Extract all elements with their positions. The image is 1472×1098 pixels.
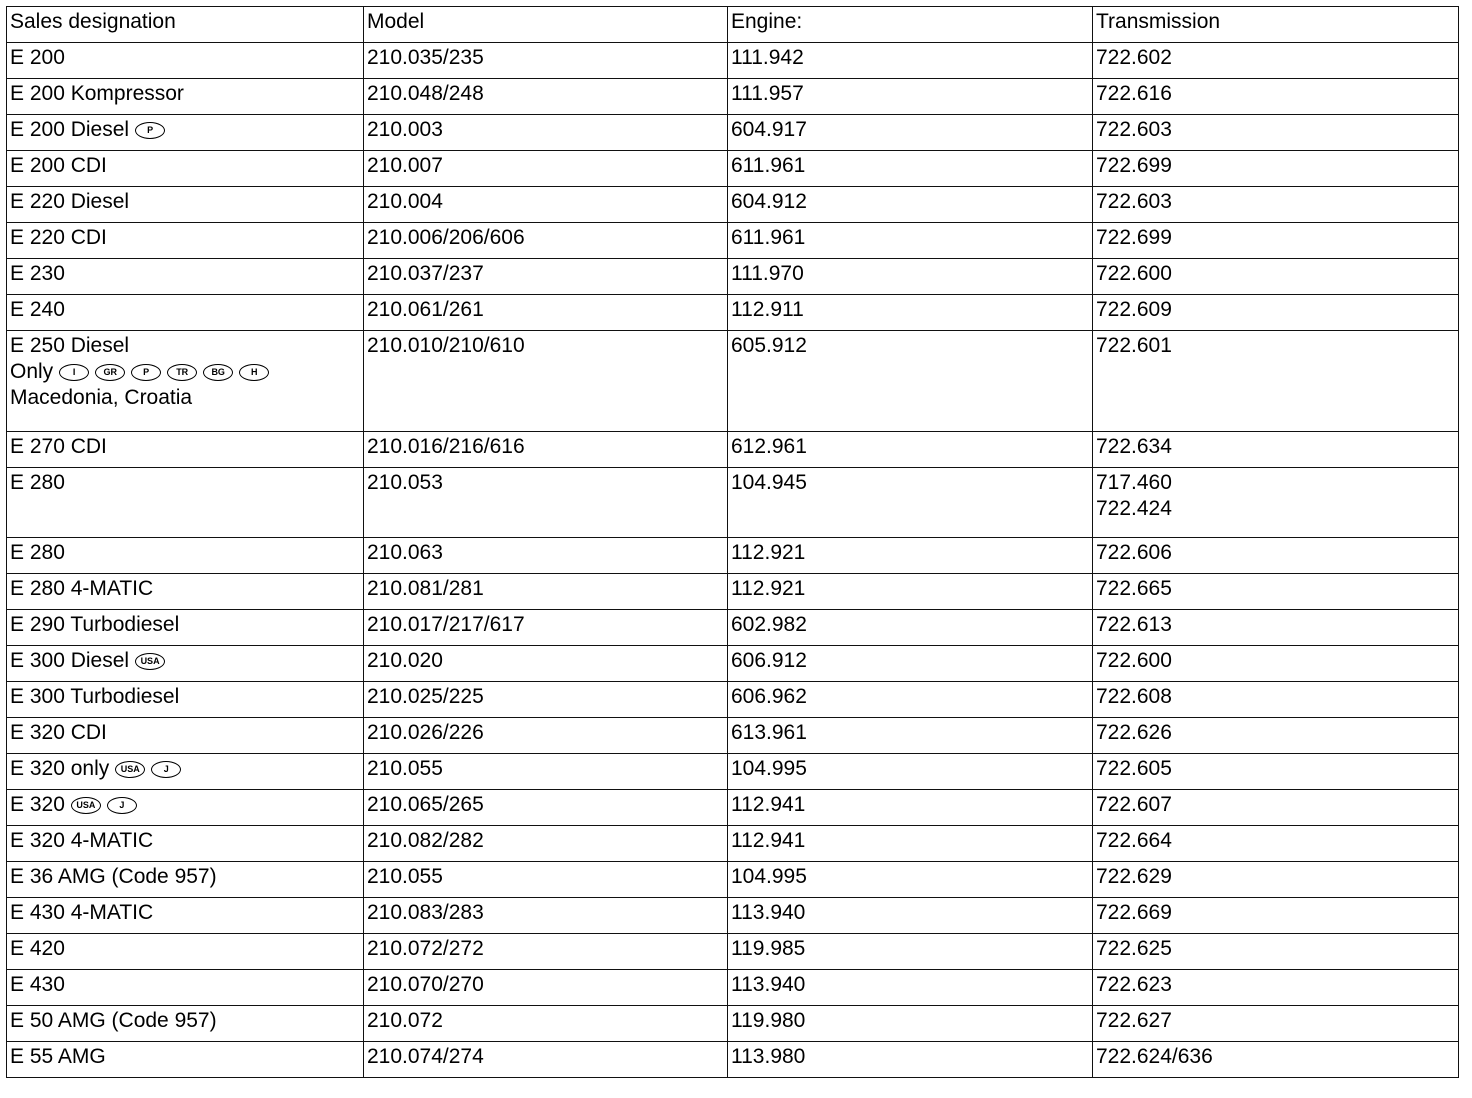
sales-designation-text [10,81,360,107]
model-cell: 210.061/261 [364,295,728,331]
table-row [7,934,1459,970]
table-row [7,295,1459,331]
sales-designation-cell [7,1006,364,1042]
header-engine: Engine: [728,7,1093,43]
transmission-value: 722.600 [1096,262,1172,285]
transmission-value: 722.699 [1096,226,1172,249]
designation-label: E 320 [10,793,65,816]
designation-label: E 420 [10,937,65,960]
transmission-cell [1093,898,1459,934]
designation-label: E 280 4-MATIC [10,577,154,600]
table-row [7,862,1459,898]
model-designation-table [6,6,1459,1078]
table-row [7,432,1459,468]
sales-designation-cell [7,187,364,223]
model-cell: 210.020 [364,646,728,682]
transmission-cell [1093,115,1459,151]
engine-cell: 104.945 [728,468,1093,538]
sales-designation-text [10,261,360,287]
header-model: Model [364,7,728,43]
model-cell: 210.055 [364,862,728,898]
model-cell: 210.007 [364,151,728,187]
sales-designation-cell [7,934,364,970]
engine-cell: 613.961 [728,718,1093,754]
table-row [7,1042,1459,1078]
sales-designation-text [10,864,360,890]
transmission-cell [1093,259,1459,295]
sales-designation-cell [7,610,364,646]
country-code-badge: H [239,364,269,381]
table-row [7,259,1459,295]
transmission-cell [1093,934,1459,970]
table-row [7,646,1459,682]
engine-cell: 112.921 [728,574,1093,610]
transmission-cell [1093,151,1459,187]
engine-cell: 111.942 [728,43,1093,79]
sales-designation-text [10,470,360,496]
country-code-badge: USA [135,653,165,670]
table-row [7,223,1459,259]
sales-designation-cell [7,862,364,898]
engine-cell: 104.995 [728,862,1093,898]
engine-cell: 112.921 [728,538,1093,574]
sales-designation-text [10,936,360,962]
transmission-value: 722.634 [1096,435,1172,458]
model-cell: 210.017/217/617 [364,610,728,646]
transmission-value: 722.603 [1096,118,1172,141]
sales-designation-cell [7,295,364,331]
table-row [7,826,1459,862]
model-cell: 210.048/248 [364,79,728,115]
transmission-cell [1093,646,1459,682]
sales-designation-cell [7,898,364,934]
transmission-cell [1093,718,1459,754]
sales-designation-text [10,540,360,566]
engine-cell: 111.957 [728,79,1093,115]
transmission-value: 722.665 [1096,577,1172,600]
transmission-cell [1093,826,1459,862]
sales-designation-text [10,972,360,998]
transmission-cell [1093,432,1459,468]
sales-designation-text [10,900,360,926]
designation-label: E 430 [10,973,65,996]
table-row [7,790,1459,826]
header-sales-designation: Sales designation [7,7,364,43]
model-cell: 210.006/206/606 [364,223,728,259]
model-cell: 210.035/235 [364,43,728,79]
transmission-cell [1093,682,1459,718]
designation-label: E 220 CDI [10,226,107,249]
sales-designation-cell [7,790,364,826]
transmission-value: 722.625 [1096,937,1172,960]
transmission-value: 722.609 [1096,298,1172,321]
model-cell: 210.083/283 [364,898,728,934]
table-row [7,898,1459,934]
country-code-badge: J [107,797,137,814]
table-row [7,43,1459,79]
designation-label: E 300 Diesel [10,649,130,672]
sales-designation-text [10,434,360,460]
table-row [7,115,1459,151]
model-cell: 210.016/216/616 [364,432,728,468]
model-cell: 210.010/210/610 [364,331,728,432]
table-row [7,970,1459,1006]
designation-label: E 250 Diesel [10,334,130,357]
designation-label: E 430 4-MATIC [10,901,154,924]
transmission-cell [1093,187,1459,223]
transmission-value: 717.460 [1096,471,1172,494]
sales-designation-text [10,792,360,818]
table-row [7,610,1459,646]
table-row [7,1006,1459,1042]
sales-designation-cell [7,682,364,718]
model-cell: 210.053 [364,468,728,538]
transmission-value: 722.624/636 [1096,1045,1213,1068]
model-cell: 210.065/265 [364,790,728,826]
sales-designation-text [10,117,360,143]
engine-cell: 606.962 [728,682,1093,718]
model-cell: 210.004 [364,187,728,223]
transmission-value: 722.607 [1096,793,1172,816]
model-cell: 210.082/282 [364,826,728,862]
designation-label: Macedonia, Croatia [10,386,193,409]
designation-label: E 270 CDI [10,435,107,458]
sales-designation-text [10,648,360,674]
sales-designation-text [10,684,360,710]
country-code-badge: TR [167,364,197,381]
model-cell: 210.072/272 [364,934,728,970]
model-cell: 210.072 [364,1006,728,1042]
transmission-value: 722.664 [1096,829,1172,852]
country-code-badge: GR [95,364,125,381]
sales-designation-cell [7,538,364,574]
sales-designation-text [10,153,360,179]
sales-designation-text [10,576,360,602]
transmission-value: 722.601 [1096,334,1172,357]
transmission-cell [1093,79,1459,115]
country-code-badge: P [135,122,165,139]
table-row [7,151,1459,187]
transmission-value: 722.424 [1096,497,1172,520]
model-cell: 210.037/237 [364,259,728,295]
transmission-value: 722.606 [1096,541,1172,564]
sales-designation-cell [7,574,364,610]
sales-designation-cell [7,331,364,432]
transmission-value: 722.603 [1096,190,1172,213]
sales-designation-text [10,297,360,323]
sales-designation-text [10,1008,360,1034]
transmission-value: 722.626 [1096,721,1172,744]
transmission-value: 722.600 [1096,649,1172,672]
designation-label: E 50 AMG (Code 957) [10,1009,217,1032]
engine-cell: 611.961 [728,223,1093,259]
sales-designation-cell [7,151,364,187]
transmission-cell [1093,610,1459,646]
engine-cell: 605.912 [728,331,1093,432]
engine-cell: 113.940 [728,898,1093,934]
transmission-cell [1093,223,1459,259]
designation-label: E 240 [10,298,65,321]
model-cell: 210.070/270 [364,970,728,1006]
sales-designation-cell [7,259,364,295]
transmission-cell [1093,862,1459,898]
designation-label: E 280 [10,471,65,494]
sales-designation-text [10,1044,360,1070]
sales-designation-cell [7,826,364,862]
model-cell: 210.081/281 [364,574,728,610]
model-cell: 210.063 [364,538,728,574]
engine-cell: 119.985 [728,934,1093,970]
country-code-badge: J [151,761,181,778]
country-code-badge: USA [71,797,101,814]
transmission-cell [1093,754,1459,790]
engine-cell: 113.940 [728,970,1093,1006]
transmission-value: 722.669 [1096,901,1172,924]
transmission-value: 722.616 [1096,82,1172,105]
model-cell: 210.026/226 [364,718,728,754]
designation-label: E 55 AMG [10,1045,106,1068]
transmission-cell [1093,43,1459,79]
header-row [7,7,1459,43]
designation-label: E 320 4-MATIC [10,829,154,852]
country-code-badge: USA [115,761,145,778]
engine-cell: 111.970 [728,259,1093,295]
table-row [7,538,1459,574]
sales-designation-cell [7,1042,364,1078]
engine-cell: 112.941 [728,826,1093,862]
designation-label: E 290 Turbodiesel [10,613,180,636]
transmission-value: 722.602 [1096,46,1172,69]
designation-label: E 320 only [10,757,110,780]
transmission-value: 722.613 [1096,613,1172,636]
designation-label: Only [10,360,54,383]
transmission-cell [1093,1042,1459,1078]
transmission-value: 722.623 [1096,973,1172,996]
country-code-badge: P [131,364,161,381]
designation-label: E 220 Diesel [10,190,130,213]
sales-designation-text [10,45,360,71]
engine-cell: 606.912 [728,646,1093,682]
designation-label: E 230 [10,262,65,285]
transmission-cell [1093,970,1459,1006]
transmission-cell [1093,538,1459,574]
sales-designation-cell [7,223,364,259]
engine-cell: 604.917 [728,115,1093,151]
sales-designation-cell [7,754,364,790]
designation-label: E 200 [10,46,65,69]
engine-cell: 611.961 [728,151,1093,187]
transmission-cell [1093,295,1459,331]
sales-designation-cell [7,718,364,754]
table-row [7,331,1459,432]
sales-designation-text [10,385,360,411]
header-transmission: Transmission [1093,7,1459,43]
transmission-cell [1093,331,1459,432]
table-body [7,43,1459,1078]
designation-label: E 200 CDI [10,154,107,177]
engine-cell: 602.982 [728,610,1093,646]
sales-designation-cell [7,646,364,682]
sales-designation-cell [7,970,364,1006]
designation-label: E 280 [10,541,65,564]
engine-cell: 112.941 [728,790,1093,826]
transmission-value: 722.605 [1096,757,1172,780]
table-row [7,468,1459,538]
designation-label: E 300 Turbodiesel [10,685,180,708]
model-cell: 210.003 [364,115,728,151]
sales-designation-text [10,720,360,746]
sales-designation-text [10,333,360,359]
model-cell: 210.074/274 [364,1042,728,1078]
table-row [7,718,1459,754]
sales-designation-text [10,359,360,385]
engine-cell: 604.912 [728,187,1093,223]
table-row [7,187,1459,223]
transmission-value: 722.608 [1096,685,1172,708]
table-row [7,682,1459,718]
transmission-value: 722.699 [1096,154,1172,177]
transmission-value: 722.627 [1096,1009,1172,1032]
engine-cell: 119.980 [728,1006,1093,1042]
model-cell: 210.025/225 [364,682,728,718]
table-row [7,79,1459,115]
sales-designation-cell [7,468,364,538]
designation-label: E 36 AMG (Code 957) [10,865,217,888]
sales-designation-cell [7,43,364,79]
engine-cell: 112.911 [728,295,1093,331]
engine-cell: 104.995 [728,754,1093,790]
sales-designation-text [10,612,360,638]
country-code-badge: I [59,364,89,381]
sales-designation-text [10,225,360,251]
designation-label: E 320 CDI [10,721,107,744]
engine-cell: 612.961 [728,432,1093,468]
engine-cell: 113.980 [728,1042,1093,1078]
transmission-value: 722.629 [1096,865,1172,888]
sales-designation-text [10,189,360,215]
designation-label: E 200 Kompressor [10,82,184,105]
transmission-cell [1093,1006,1459,1042]
sales-designation-text [10,828,360,854]
designation-label: E 200 Diesel [10,118,130,141]
model-cell: 210.055 [364,754,728,790]
sales-designation-cell [7,79,364,115]
country-code-badge: BG [203,364,233,381]
sales-designation-cell [7,432,364,468]
sales-designation-text [10,756,360,782]
transmission-cell [1093,574,1459,610]
sales-designation-cell [7,115,364,151]
transmission-cell [1093,790,1459,826]
table-row [7,574,1459,610]
table-row [7,754,1459,790]
transmission-cell [1093,468,1459,538]
